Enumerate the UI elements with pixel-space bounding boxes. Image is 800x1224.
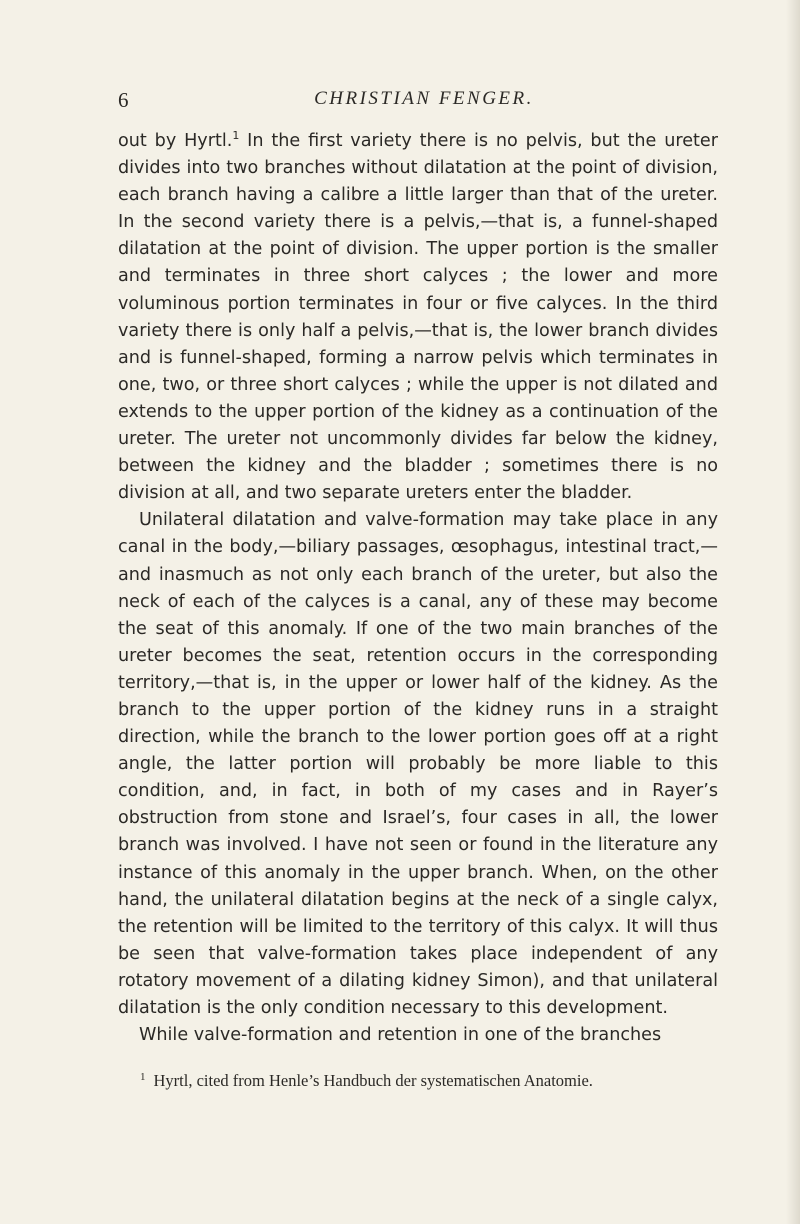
- page-edge-shadow: [786, 0, 800, 1224]
- footnote-marker: 1: [140, 1071, 146, 1083]
- paragraph-3: While valve-formation and retention in one of the branches: [139, 1025, 662, 1046]
- running-title: CHRISTIAN FENGER.: [314, 88, 534, 109]
- paragraph-2: Unilateral dilatation and valve-formation may take place in any canal in the body,—biliary passages, œsophagus, intestinal tract,—and inasmuch as not only each branch of the ureter, but also the neck of each of the calyces is a canal, any of these may become the seat of this anomaly. If one of the two main branches of the ureter becomes the seat, retention occurs in the corresponding territory,—that is, in the upper or lower half of the kidney. As the branch to the upper portion of the kidney runs in a straight direction, while the branch to the lower portion goes off at a right angle, the latter portion will probably be more liable to this condition, and, in fact, in both of my cases and in Rayer’s obstruction from stone and Israel’s, four cases in all, the lower branch was involved. I have not seen or found in the literature any instance of this anomaly in the upper branch. When, on the other hand, the unilateral dilatation begins at the neck of a single calyx, the retention will be limited to the territory of this calyx. It will thus be seen that valve-formation takes place independent of any rotatory movement of a dilating kidney Simon), and that unilateral dilatation is the only condition necessary to this development.: [118, 510, 718, 1018]
- running-head: [118, 88, 730, 116]
- footnote-text: Hyrtl, cited from Henle’s Handbuch der systematischen Anatomie.: [153, 1071, 593, 1090]
- page-number: 6: [118, 88, 129, 112]
- body-text: [118, 128, 718, 1049]
- paragraph-1-text: In the first variety there is no pelvis, but the ureter divides into two branches without dilatation at the point of division, each branch having a calibre a little larger than that of the ureter. In the second variety there is a pelvis,—that is, a funnel-shaped dilatation at the point of division. The upper portion is the smaller and terminates in three short calyces ; the lower and more voluminous portion terminates in four or five calyces. In the third variety there is only half a pelvis,—that is, the lower branch divides and is funnel-shaped, forming a narrow pelvis which terminates in one, two, or three short calyces ; while the upper is not dilated and extends to the upper portion of the kidney as a continuation of the ureter. The ureter not uncommonly divides far below the kidney, between the kidney and the bladder ; sometimes there is no division at all, and two separate ureters enter the bladder.: [118, 131, 718, 504]
- footnote: [140, 1066, 740, 1092]
- paragraph-1: [118, 128, 718, 507]
- paragraph-1-lead: out by Hyrtl.: [118, 131, 233, 151]
- footnote-reference: 1: [232, 129, 240, 142]
